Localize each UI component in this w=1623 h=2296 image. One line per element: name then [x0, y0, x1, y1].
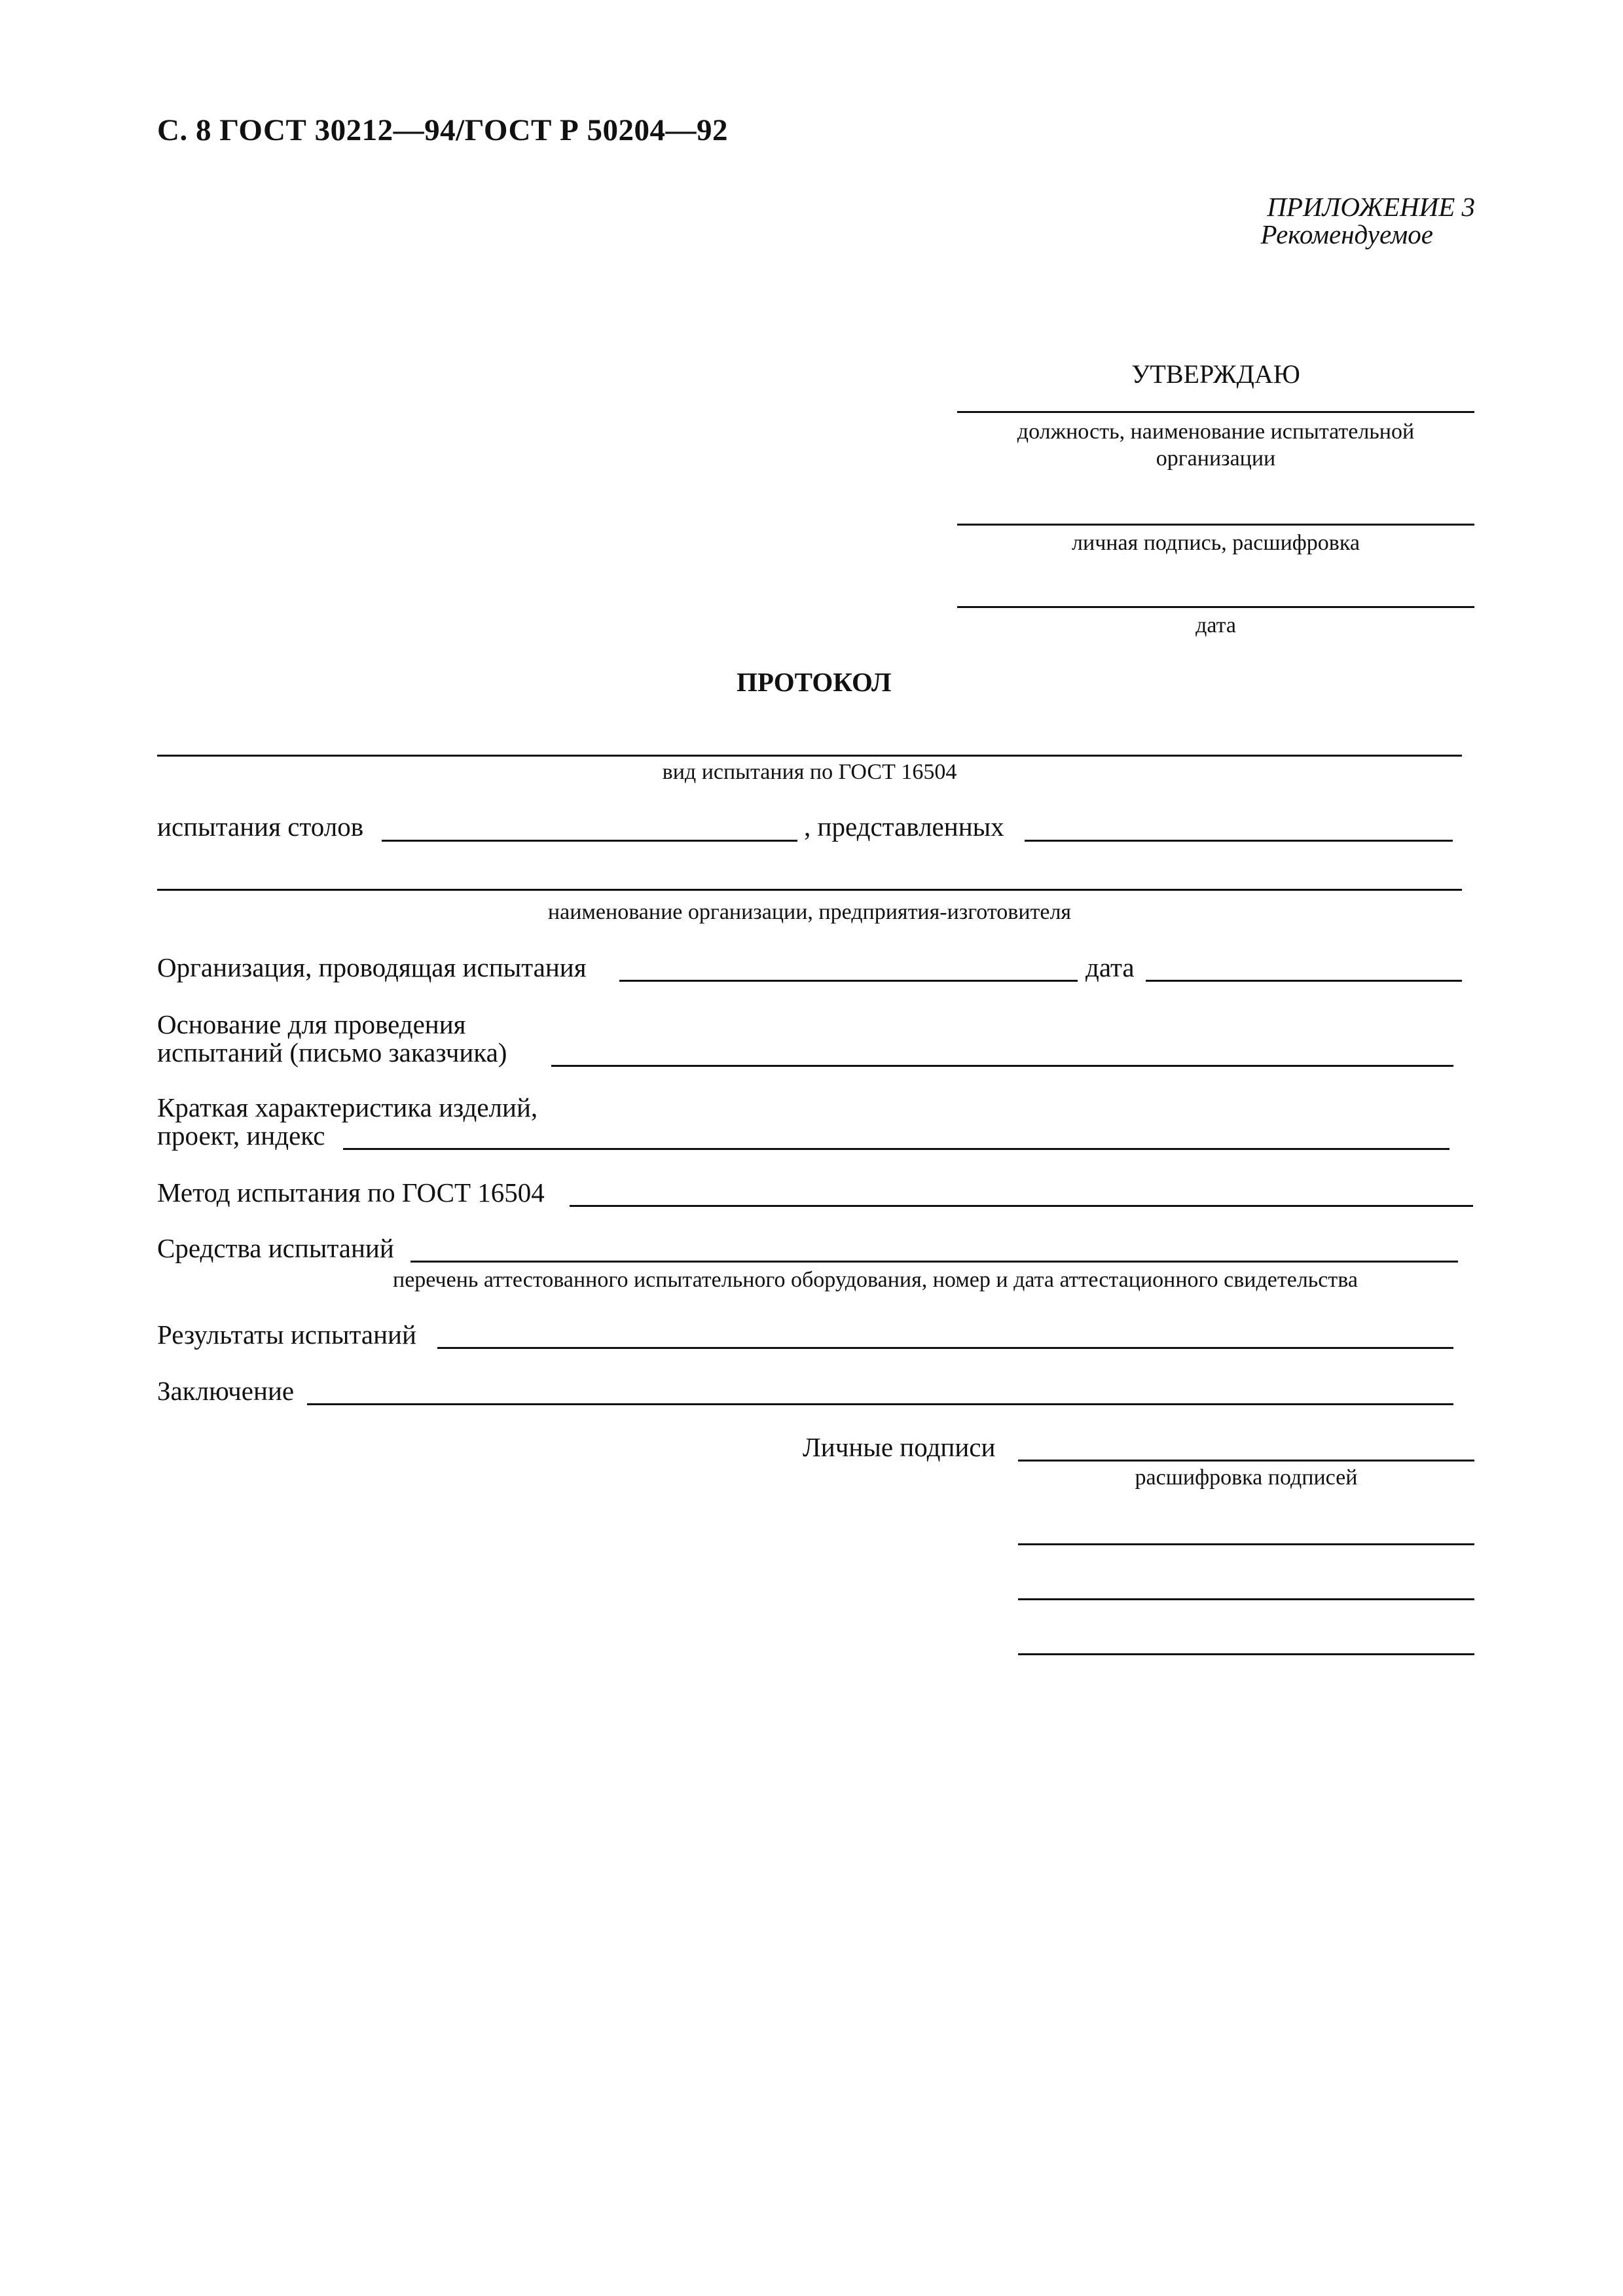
conclusion-label: Заключение — [157, 1376, 295, 1406]
results-field-line[interactable] — [437, 1347, 1453, 1349]
means-label: Средства испытаний — [157, 1233, 394, 1263]
signatures-caption: расшифровка подписей — [1135, 1465, 1358, 1490]
approval-position-line[interactable] — [957, 411, 1474, 413]
manufacturer-caption: наименование организации, предприятия-изготовителя — [547, 900, 1072, 924]
tables-field-line[interactable] — [382, 840, 797, 842]
signature-line-1[interactable] — [1018, 1460, 1474, 1462]
manufacturer-line[interactable] — [157, 889, 1462, 891]
appendix-subtitle: Рекомендуемое — [1260, 219, 1433, 249]
presented-field-line[interactable] — [1025, 840, 1453, 842]
organization-label: Организация, проводящая испытания — [157, 952, 587, 982]
characteristic-label-1: Краткая характеристика изделий, — [157, 1092, 538, 1122]
means-field-line[interactable] — [410, 1261, 1458, 1263]
presented-label: , представленных — [804, 812, 1004, 842]
approval-position-caption-2: организации — [1156, 446, 1276, 471]
protocol-title: ПРОТОКОЛ — [737, 667, 892, 697]
conclusion-field-line[interactable] — [307, 1403, 1453, 1405]
approval-date-line[interactable] — [957, 606, 1474, 608]
means-caption: перечень аттестованного испытательного оборудования, номер и дата аттестационного свидетельства — [393, 1268, 1358, 1292]
signatures-label: Личные подписи — [803, 1432, 996, 1462]
approval-date-caption: дата — [1195, 613, 1236, 637]
tables-label: испытания столов — [157, 812, 364, 842]
method-field-line[interactable] — [570, 1205, 1473, 1207]
date-field-line[interactable] — [1146, 980, 1462, 982]
characteristic-field-line[interactable] — [343, 1148, 1450, 1150]
approval-heading: УТВЕРЖДАЮ — [1131, 359, 1300, 389]
appendix-title: ПРИЛОЖЕНИЕ 3 — [1267, 192, 1475, 222]
approval-position-caption-1: должность, наименование испытательной — [1017, 420, 1415, 444]
method-label: Метод испытания по ГОСТ 16504 — [157, 1177, 545, 1208]
characteristic-label-2: проект, индекс — [157, 1121, 325, 1151]
test-type-line[interactable] — [157, 755, 1462, 757]
signature-line-4[interactable] — [1018, 1653, 1474, 1655]
signature-line-3[interactable] — [1018, 1598, 1474, 1600]
results-label: Результаты испытаний — [157, 1319, 416, 1350]
basis-label-2: испытаний (письмо заказчика) — [157, 1037, 507, 1067]
basis-field-line[interactable] — [551, 1065, 1453, 1067]
signature-line-2[interactable] — [1018, 1543, 1474, 1545]
approval-signature-caption: личная подпись, расшифровка — [1072, 531, 1360, 555]
organization-field-line[interactable] — [619, 980, 1078, 982]
date-label: дата — [1085, 952, 1135, 982]
page-header: С. 8 ГОСТ 30212—94/ГОСТ Р 50204—92 — [157, 113, 729, 147]
approval-signature-line[interactable] — [957, 524, 1474, 526]
test-type-caption: вид испытания по ГОСТ 16504 — [662, 760, 957, 784]
basis-label-1: Основание для проведения — [157, 1009, 466, 1039]
